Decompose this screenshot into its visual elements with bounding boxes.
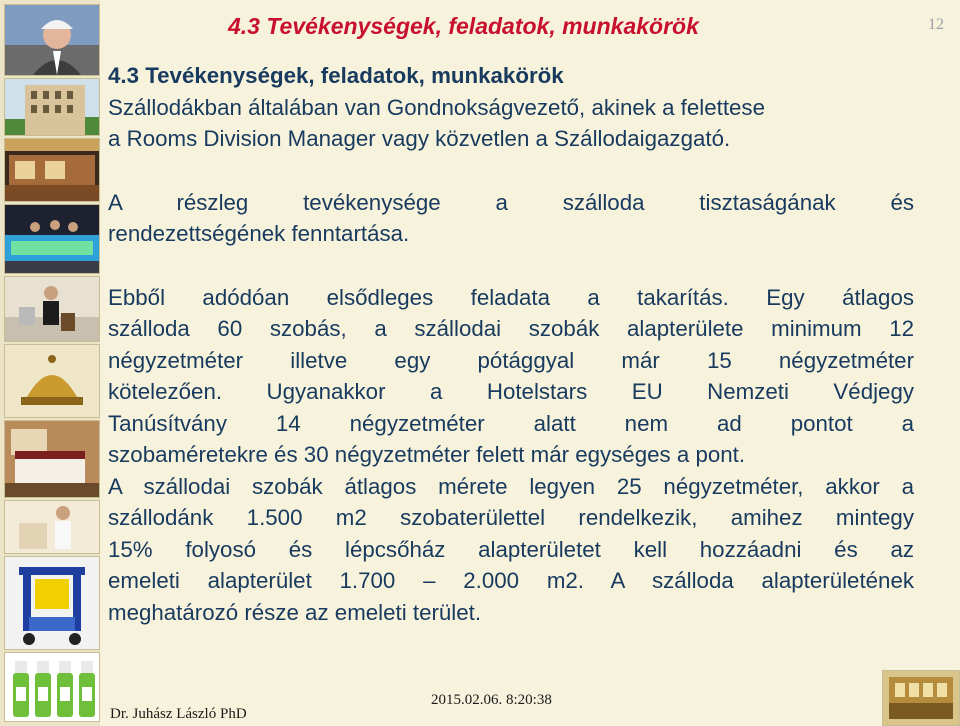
cleaning-products-photo: [4, 652, 100, 722]
chambermaid-photo: [4, 500, 100, 554]
sidebar-photo-strip: [0, 0, 100, 726]
body-line: szálloda 60 szobás, a szállodai szobák alapterülete minimum 12: [108, 316, 914, 341]
hotel-lobby-photo: [4, 138, 100, 202]
body-line: a Rooms Division Manager vagy közvetlen a Szállodaigazgató.: [108, 126, 731, 151]
service-bell-photo: [4, 344, 100, 418]
body-line: A részleg tevékenysége a szálloda tisztaságának és: [108, 189, 914, 215]
footer-author: Dr. Juhász László PhD: [110, 706, 247, 722]
hotel-room-photo: [4, 420, 100, 498]
slide-body: [108, 60, 914, 628]
reception-photo: [4, 204, 100, 274]
body-line: meghatározó része az emeleti terület.: [108, 599, 482, 625]
paragraph-spacer: [108, 250, 914, 282]
traveler-photo: [4, 276, 100, 342]
body-line: kötelezően. Ugyanakkor a Hotelstars EU Nemzeti Védjegy: [108, 379, 914, 404]
decorative-corner-photo: [882, 670, 960, 726]
body-line: szobaméretekre és 30 négyzetméter felett már egységes a pont.: [108, 442, 746, 467]
paragraph-spacer: [108, 155, 914, 187]
body-line: négyzetméter illetve egy pótággyal már 15 négyzetméter: [108, 347, 914, 373]
slide-title: 4.3 Tevékenységek, feladatok, munkakörök: [228, 13, 699, 39]
body-line: A szállodai szobák átlagos mérete legyen 25 négyzetméter, akkor a: [108, 473, 914, 499]
body-line: Szállodákban általában van Gondnokságvezető, akinek a felettese: [108, 94, 765, 120]
body-line: Tanúsítvány 14 négyzetméter alatt nem ad pontot a: [108, 410, 914, 436]
body-heading: 4.3 Tevékenységek, feladatok, munkakörök: [108, 63, 564, 88]
body-line: Ebből adódóan elsődleges feladata a takarítás. Egy átlagos: [108, 284, 914, 310]
body-line: 15% folyosó és lépcsőház alapterületet kell hozzáadni és az: [108, 536, 914, 562]
slide-number: 12: [928, 16, 944, 33]
body-line: szállodánk 1.500 m2 szobaterülettel rendelkezik, amihez mintegy: [108, 505, 914, 530]
housekeeping-cart-photo: [4, 556, 100, 650]
portrait-photo: [4, 4, 100, 76]
body-line: emeleti alapterület 1.700 – 2.000 m2. A szálloda alapterületének: [108, 568, 914, 593]
body-line: rendezettségének fenntartása.: [108, 221, 410, 246]
hotel-building-photo: [4, 78, 100, 136]
footer-datetime: 2015.02.06. 8:20:38: [431, 692, 552, 708]
